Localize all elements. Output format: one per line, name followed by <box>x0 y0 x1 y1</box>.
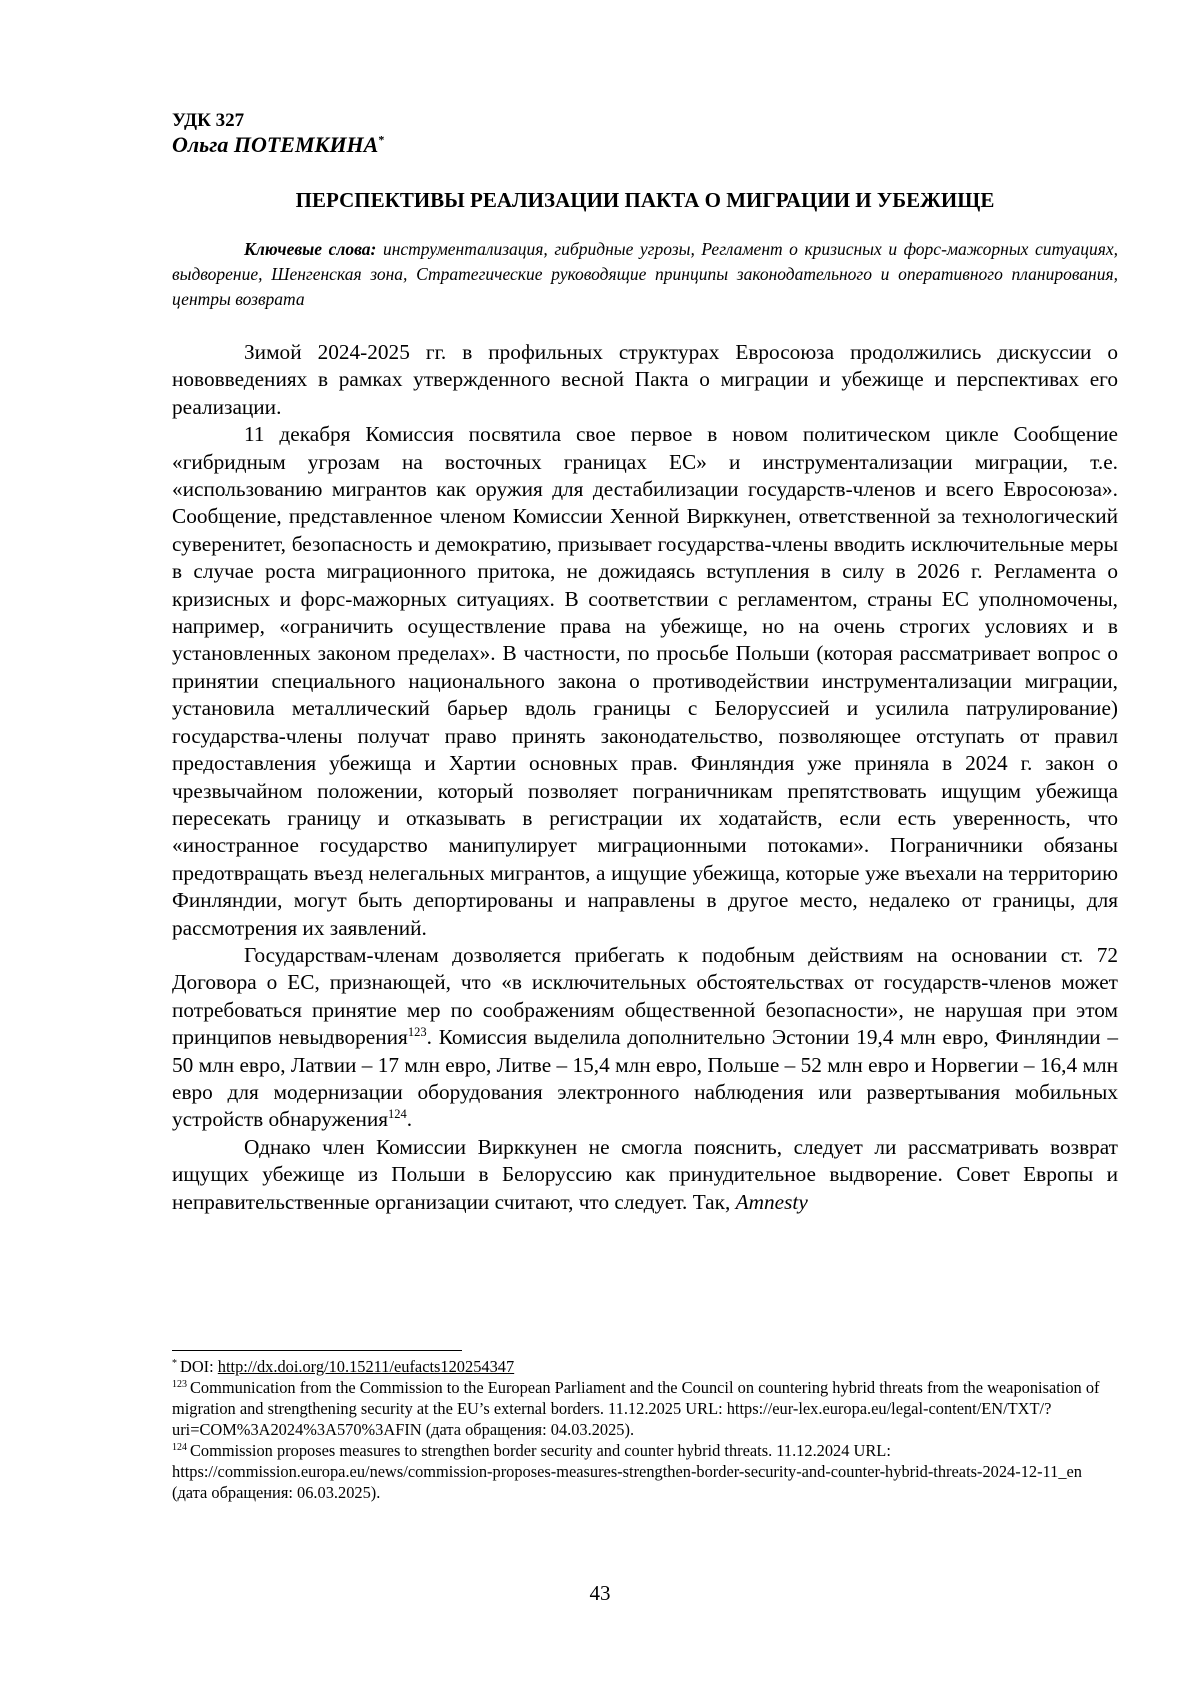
keywords-text: инструментализация, гибридные угрозы, Регламент о кризисных и форс-мажорных ситуациях, выдворение, Шенгенская зона, Стратегические руководящие принципы законодательного и оперативного планирования, центры возврата <box>172 239 1119 309</box>
footnote-ref-123[interactable]: 123 <box>407 1025 427 1040</box>
author-name <box>172 132 1118 158</box>
footnote-mark: 124 <box>172 1441 187 1453</box>
paragraph-4 <box>172 1134 1118 1216</box>
footnote-ref-124[interactable]: 124 <box>388 1107 407 1122</box>
paragraph-4-italic: Amnesty <box>735 1189 808 1214</box>
footnote-prefix: DOI: <box>180 1357 218 1376</box>
paragraph-3 <box>172 942 1118 1134</box>
footnote-divider <box>172 1350 462 1351</box>
article-page <box>172 110 1118 1216</box>
paragraph-1: Зимой 2024-2025 гг. в профильных структурах Евросоюза продолжились дискуссии о нововведениях в рамках утвержденного весной Пакта о миграции и убежище и перспективах его реализации. <box>172 340 1118 419</box>
footnote-text: Commission proposes measures to strengthen border security and counter hybrid threats. 11.12.2024 URL: https://commission.europa.eu/news/commission-proposes-measures-strengthen-border-security-and-counter-hybrid-threats-2024-12-11_en (дата обращения: 06.03.2025). <box>172 1441 1082 1502</box>
footnote-mark: 123 <box>172 1378 187 1390</box>
article-title: ПЕРСПЕКТИВЫ РЕАЛИЗАЦИИ ПАКТА О МИГРАЦИИ И УБЕЖИЩЕ <box>295 188 995 212</box>
footnote-124 <box>172 1440 1118 1503</box>
paragraph-2: 11 декабря Комиссия посвятила свое первое в новом политическом цикле Сообщение «гибридным угрозам на восточных границах ЕС» и инструментализации миграции, т.е. «использованию мигрантов как оружия для дестабилизации государств-членов и всего Евросоюза». Сообщение, представленное членом Комиссии Хенной Вирккунен, ответственной за технологический суверенитет, безопасность и демократию, призывает государства-члены вводить исключительные меры в случае роста миграционного притока, не дожидаясь вступления в силу в 2026 г. Регламента о кризисных и форс-мажорных ситуациях. В соответствии с регламентом, страны ЕС уполномочены, например, «ограничить осуществление права на убежище, но на очень строгих условиях и в установленных законом пределах». В частности, по просьбе Польши (которая рассматривает вопрос о принятии специального национального закона о противодействии инструментализации миграции, установила металлический барьер вдоль границы с Белоруссией и усилила патрулирование) государства-члены получат право принять законодательство, позволяющее отступать от правил предоставления убежища и Хартии основных прав. Финляндия уже приняла в 2024 г. закон о чрезвычайном положении, который позволяет пограничникам препятствовать ищущим убежища пересекать границу и отказывать в регистрации их ходатайств, если есть уверенность, что «иностранное государство манипулирует миграционными потоками». Пограничники обязаны предотвращать въезд нелегальных мигрантов, а ищущие убежища, которые уже въехали на территорию Финляндии, могут быть депортированы и направлены в другое место, недалеко от границы, для рассмотрения их заявлений. <box>172 422 1118 940</box>
keywords-label: Ключевые слова: <box>244 239 377 259</box>
footnotes <box>172 1356 1118 1503</box>
udk-code: УДК 327 <box>172 110 245 131</box>
author-footnote-mark[interactable]: * <box>378 132 385 147</box>
footnote-mark: * <box>172 1357 177 1369</box>
author-name-text: Ольга ПОТЕМКИНА <box>172 132 379 157</box>
paragraph-4-text: Однако член Комиссии Вирккунен не смогла пояснить, следует ли рассматривать возврат ищущих убежище из Польши в Белоруссию как принудительное выдворение. Совет Европы и неправительственные организации считают, что следует. Так, <box>172 1134 1118 1214</box>
paragraph-3-part-c: . <box>406 1107 413 1132</box>
footnote-123 <box>172 1377 1118 1440</box>
footnote-doi <box>172 1356 1118 1377</box>
paragraph-3-part-b: . Комиссия выделила дополнительно Эстонии 19,4 млн евро, Финляндии – 50 млн евро, Латвии – 17 млн евро, Литве – 15,4 млн евро, Польше – 52 млн евро и Норвегии – 16,4 млн евро для модернизации оборудования электронного наблюдения или развертывания мобильных устройств обнаружения <box>172 1025 1118 1132</box>
doi-link[interactable]: http://dx.doi.org/10.15211/eufacts120254347 <box>217 1357 515 1376</box>
page-number: 43 <box>589 1581 611 1605</box>
footnote-text: Communication from the Commission to the European Parliament and the Council on countering hybrid threats from the weaponisation of migration and strengthening security at the EU’s external borders. 11.12.2025 URL: https://eur-lex.europa.eu/legal-content/EN/TXT/?uri=COM%3A2024%3A570%3AFIN (дата обращения: 04.03.2025). <box>172 1378 1100 1439</box>
article-body <box>172 339 1118 1216</box>
keywords <box>172 237 1118 312</box>
paragraph-3-part-a: Государствам-членам дозволяется прибегать к подобным действиям на основании ст. 72 Договора о ЕС, признающей, что «в исключительных обстоятельствах от государств-членов может потребоваться принятие мер по соображениям общественной безопасности», не нарушая при этом принципов невыдворения <box>172 942 1118 1050</box>
